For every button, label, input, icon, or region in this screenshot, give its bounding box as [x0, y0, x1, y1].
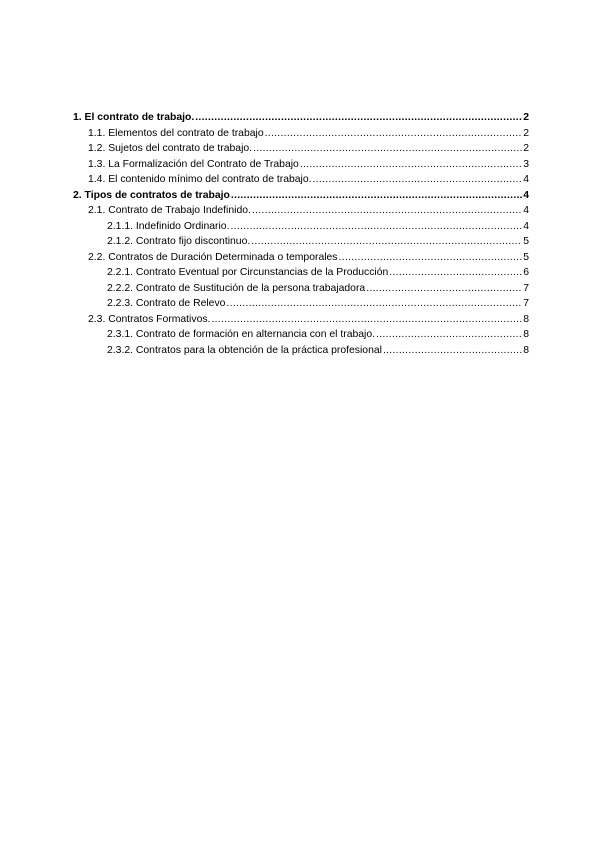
toc-entry[interactable]	[73, 265, 529, 281]
toc-entry[interactable]	[73, 327, 529, 343]
toc-leader-dots	[211, 312, 522, 328]
toc-leader-dots	[231, 188, 522, 204]
toc-entry-title: 2.2.2. Contrato de Sustitución de la persona trabajadora	[107, 282, 366, 294]
toc-leader-dots	[300, 157, 522, 173]
toc-entry-page: 6	[523, 267, 529, 278]
toc-entry[interactable]	[73, 219, 529, 235]
toc-entry-title: 1.1. Elementos del contrato de trabajo	[88, 127, 264, 139]
toc-leader-dots	[389, 265, 522, 281]
toc-entry-page: 4	[523, 174, 529, 185]
toc-entry-title: 2.3.1. Contrato de formación en alternancia con el trabajo.	[107, 329, 376, 340]
toc-entry-title: 2.2.3. Contrato de Relevo	[107, 298, 226, 309]
toc-entry[interactable]	[73, 141, 529, 157]
toc-entry-title: 2.2.1. Contrato Eventual por Circunstancias de la Producción	[107, 267, 389, 278]
toc-entry-title: 1.4. El contenido mínimo del contrato de trabajo.	[88, 174, 312, 185]
toc-entry[interactable]	[73, 250, 529, 266]
toc-entry-page: 8	[523, 344, 529, 356]
toc-entry-page: 5	[523, 251, 529, 263]
toc-entry-page: 2	[523, 143, 529, 154]
toc-entry-title: 2.1.2. Contrato fijo discontinuo.	[107, 236, 251, 247]
toc-entry[interactable]	[73, 312, 529, 328]
toc-leader-dots	[226, 296, 522, 312]
toc-entry-title: 1.3. La Formalización del Contrato de Trabajo	[88, 158, 299, 170]
toc-entry-title: 2.2. Contratos de Duración Determinada o temporales	[88, 251, 338, 263]
toc-leader-dots	[253, 141, 522, 157]
toc-entry-page: 8	[523, 313, 529, 325]
toc-leader-dots	[252, 203, 522, 219]
toc-entry-page: 4	[523, 189, 529, 201]
toc-leader-dots	[383, 343, 522, 359]
toc-leader-dots	[313, 172, 523, 188]
toc-entry-page: 2	[523, 112, 529, 123]
toc-entry-page: 7	[523, 298, 529, 309]
toc-entry-page: 4	[523, 220, 529, 232]
toc-entry-page: 4	[523, 205, 529, 216]
toc-entry[interactable]	[73, 234, 529, 250]
toc-entry-page: 2	[523, 127, 529, 139]
table-of-contents	[73, 110, 529, 358]
toc-entry[interactable]	[73, 157, 529, 173]
toc-entry-title: 2.3. Contratos Formativos.	[88, 313, 211, 325]
toc-entry[interactable]	[73, 343, 529, 359]
toc-leader-dots	[195, 110, 522, 126]
toc-leader-dots	[366, 281, 522, 297]
toc-entry-title: 2. Tipos de contratos de trabajo	[73, 189, 230, 201]
toc-entry-title: 1. El contrato de trabajo.	[73, 112, 195, 123]
toc-entry[interactable]	[73, 296, 529, 312]
toc-entry-title: 2.1. Contrato de Trabajo Indefinido.	[88, 205, 251, 216]
toc-entry-page: 5	[523, 236, 529, 247]
toc-entry[interactable]	[73, 281, 529, 297]
toc-leader-dots	[376, 327, 522, 343]
toc-leader-dots	[251, 234, 522, 250]
toc-entry[interactable]	[73, 172, 529, 188]
toc-leader-dots	[339, 250, 523, 266]
toc-entry[interactable]	[73, 203, 529, 219]
toc-entry[interactable]	[73, 110, 529, 126]
toc-entry-title: 2.3.2. Contratos para la obtención de la práctica profesional	[107, 344, 382, 356]
toc-entry-page: 3	[523, 158, 529, 170]
toc-entry-page: 7	[523, 282, 529, 294]
toc-entry[interactable]	[73, 188, 529, 204]
toc-entry-title: 1.2. Sujetos del contrato de trabajo.	[88, 143, 253, 154]
toc-entry-title: 2.1.1. Indefinido Ordinario.	[107, 220, 230, 232]
toc-entry[interactable]	[73, 126, 529, 142]
toc-leader-dots	[265, 126, 523, 142]
toc-leader-dots	[230, 219, 522, 235]
toc-entry-page: 8	[523, 329, 529, 340]
